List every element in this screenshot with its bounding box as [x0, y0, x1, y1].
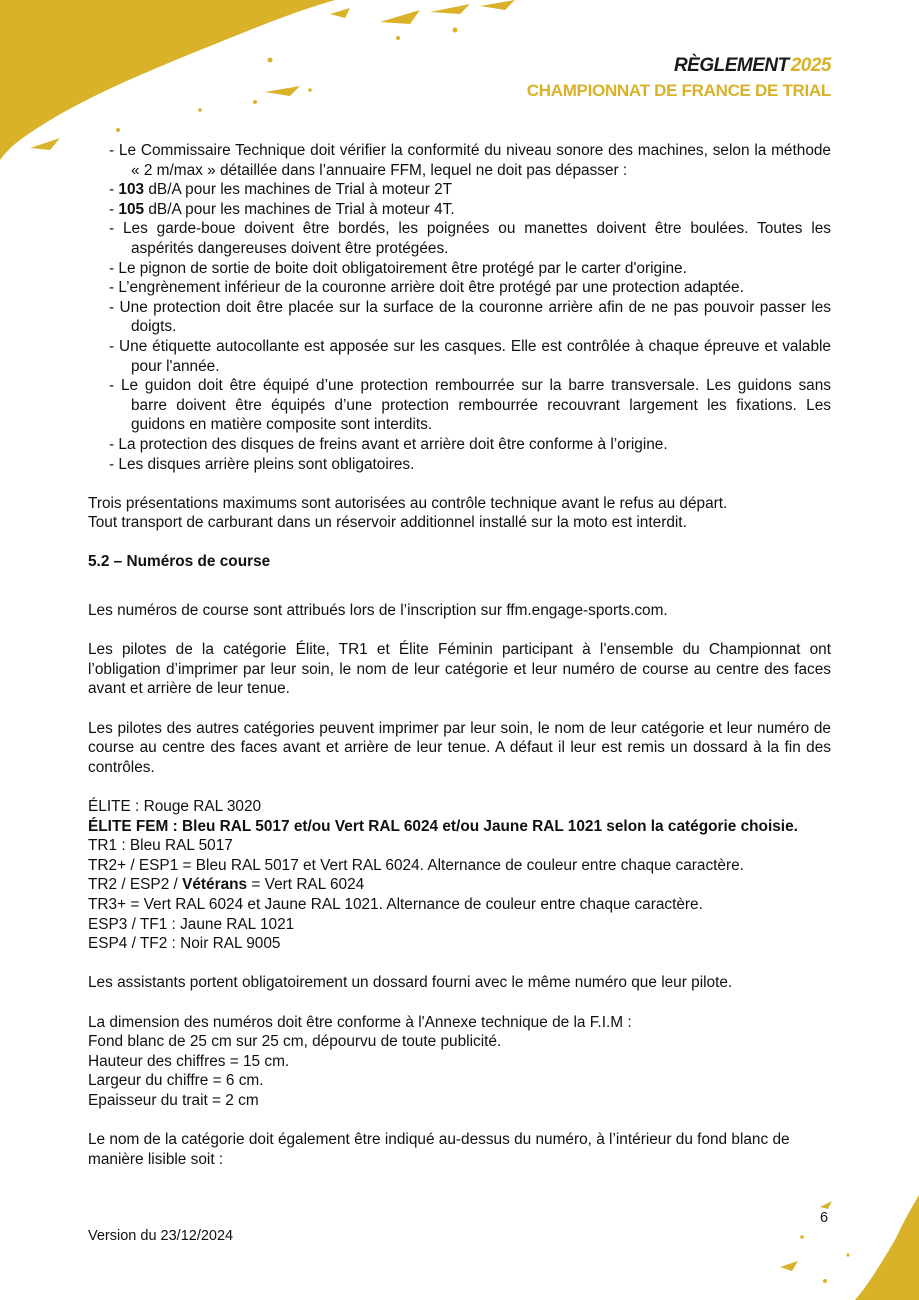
page-number: 6 — [820, 1210, 829, 1226]
version-footer: Version du 23/12/2024 — [88, 1228, 234, 1244]
color-tr2: TR2 / ESP2 / Vétérans = Vert RAL 6024 — [88, 876, 365, 894]
noise-value: 105 — [118, 200, 145, 218]
list-item: - La protection des disques de freins avant et arrière doit être conforme à l’origine. — [109, 435, 668, 453]
noise-limit-4t: - 105 dB/A pour les machines de Trial à moteur 4T. — [109, 200, 455, 218]
list-item: - Les disques arrière pleins sont obligatoires. — [109, 455, 415, 473]
list-item: - Le guidon doit être équipé d’une protection rembourrée sur la barre transversale. Les guidons sans barre doivent être équipés d’une protection rembourrée recouvrant largement les fixations. Les guidons en matière composite sont interdits. — [109, 377, 831, 434]
header-year: 2025 — [790, 55, 831, 76]
list-item: - Une étiquette autocollante est apposée sur les casques. Elle est contrôlée à chaque épreuve et valable pour l'année. — [109, 337, 831, 375]
color-elite-fem: ÉLITE FEM : Bleu RAL 5017 et/ou Vert RAL 6024 et/ou Jaune RAL 1021 selon la catégorie choisie. — [88, 817, 798, 835]
dimension-item: Hauteur des chiffres = 15 cm. — [88, 1052, 290, 1070]
bottom-right-brush-decoration — [750, 1195, 919, 1300]
dimension-intro: La dimension des numéros doit être conforme à l'Annexe technique de la F.I.M : — [88, 1013, 632, 1031]
list-item: - Le pignon de sortie de boite doit obligatoirement être protégé par le carter d'origine. — [109, 259, 687, 277]
page-content — [88, 141, 831, 1169]
dimension-item: Epaisseur du trait = 2 cm — [88, 1091, 259, 1109]
carburant-paragraph: Tout transport de carburant dans un réservoir additionnel installé sur la moto est interdit. — [88, 514, 687, 532]
list-item: - Les garde-boue doivent être bordés, les poignées ou manettes doivent être boulées. Toutes les aspérités dangereuses doivent être protégées. — [109, 220, 831, 257]
noise-limit-2t: - 103 dB/A pour les machines de Trial à moteur 2T — [109, 181, 453, 199]
color-tr2plus: TR2+ / ESP1 = Bleu RAL 5017 et Vert RAL 6024. Alternance de couleur entre chaque caractère. — [88, 856, 744, 874]
list-item: - Le Commissaire Technique doit vérifier la conformité du niveau sonore des machines, selon la méthode « 2 m/max » détaillée dans l’annuaire FFM, lequel ne doit pas dépasser : — [109, 142, 831, 179]
presentations-paragraph: Trois présentations maximums sont autorisées au contrôle technique avant le refus au départ. — [88, 494, 728, 512]
assistants-paragraph: Les assistants portent obligatoirement un dossard fourni avec le même numéro que leur pilote. — [88, 974, 733, 992]
dimension-item: Largeur du chiffre = 6 cm. — [88, 1072, 264, 1090]
list-item: - L’engrènement inférieur de la couronne arrière doit être protégé par une protection adaptée. — [109, 279, 744, 297]
document-header — [527, 56, 831, 100]
other-categories-paragraph: Les pilotes des autres catégories peuvent imprimer par leur soin, le nom de leur catégorie et leur numéro de course au centre des faces avant et arrière de leur tenue. A défaut il leur est remis un dossard à la fin des contrôles. — [88, 719, 831, 776]
color-esp3: ESP3 / TF1 : Jaune RAL 1021 — [88, 915, 295, 933]
inscription-paragraph: Les numéros de course sont attribués lors de l’inscription sur ffm.engage-sports.com. — [88, 602, 668, 620]
header-subtitle: CHAMPIONNAT DE FRANCE DE TRIAL — [526, 80, 831, 100]
header-title-text: RÈGLEMENT — [673, 55, 789, 76]
elite-obligation-paragraph: Les pilotes de la catégorie Élite, TR1 et Élite Féminin participant à l’ensemble du Championnat ont l’obligation d’imprimer par leur soin, le nom de leur catégorie et leur numéro de course au centre des faces avant et arrière de leur tenue. — [88, 641, 831, 698]
technical-requirements-list — [88, 141, 831, 474]
color-tr3plus: TR3+ = Vert RAL 6024 et Jaune RAL 1021. Alternance de couleur entre chaque caractère. — [88, 895, 703, 913]
noise-value: 103 — [118, 181, 145, 199]
category-colors — [88, 797, 831, 954]
dimension-item: Fond blanc de 25 cm sur 25 cm, dépourvu de toute publicité. — [88, 1033, 502, 1051]
color-esp4: ESP4 / TF2 : Noir RAL 9005 — [88, 935, 281, 953]
color-elite: ÉLITE : Rouge RAL 3020 — [88, 798, 262, 815]
header-title — [527, 56, 831, 76]
list-item: - Une protection doit être placée sur la surface de la couronne arrière afin de ne pas pouvoir passer les doigts. — [109, 298, 831, 336]
category-name-paragraph: Le nom de la catégorie doit également être indiqué au-dessus du numéro, à l’intérieur du fond blanc de manière lisible soit : — [88, 1131, 790, 1168]
section-heading: 5.2 – Numéros de course — [88, 553, 271, 571]
color-tr1: TR1 : Bleu RAL 5017 — [88, 837, 233, 855]
